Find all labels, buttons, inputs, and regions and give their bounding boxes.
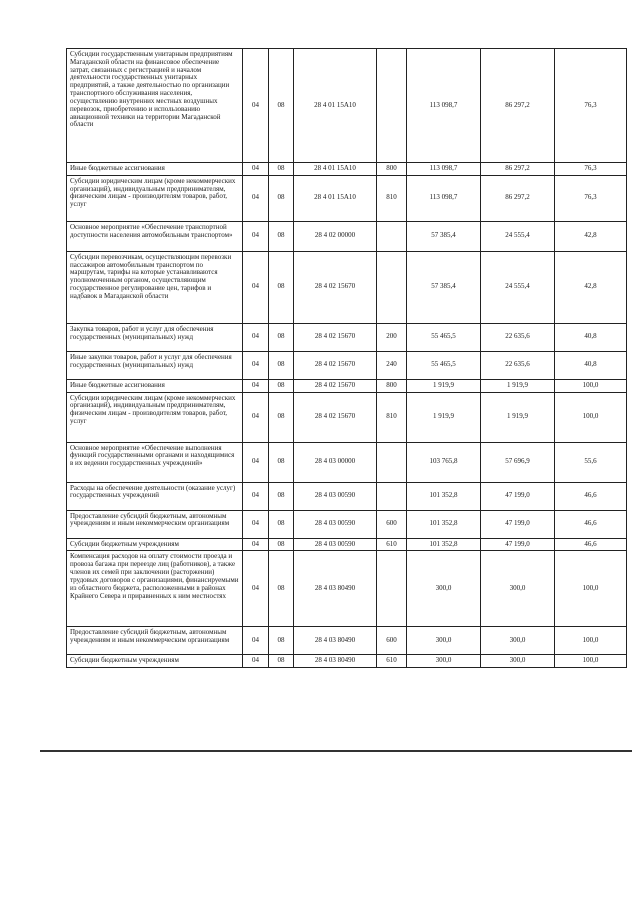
cell-vr: 810 [377, 175, 407, 221]
cell-name: Закупка товаров, работ и услуг для обеспечения государственных (муниципальных) нужд [67, 323, 243, 351]
cell-rz: 04 [243, 175, 269, 221]
cell-rz: 04 [243, 627, 269, 655]
cell-pr: 08 [269, 482, 294, 510]
cell-name: Компенсация расходов на оплату стоимости проезда и провоза багажа при переезде лиц (работников), а также членов их семей при заключении (расторжении) трудовых договоров с организациями, финансируемыми из областного бюджета, расположенными в районах Крайнего Севера и приравненных к ним местностях [67, 551, 243, 627]
cell-fact: 1 919,9 [481, 379, 555, 392]
cell-pct: 55,6 [555, 442, 627, 482]
cell-plan: 113 098,7 [407, 49, 481, 163]
cell-rz: 04 [243, 551, 269, 627]
cell-name: Иные бюджетные ассигнования [67, 163, 243, 176]
cell-vr [377, 442, 407, 482]
cell-pct: 100,0 [555, 379, 627, 392]
table-row [67, 323, 627, 351]
cell-fact: 86 297,2 [481, 49, 555, 163]
cell-csr: 28 4 02 00000 [294, 221, 377, 251]
cell-pr: 08 [269, 351, 294, 379]
cell-pr: 08 [269, 175, 294, 221]
cell-csr: 28 4 03 80490 [294, 551, 377, 627]
cell-fact: 22 635,6 [481, 323, 555, 351]
cell-plan: 300,0 [407, 551, 481, 627]
cell-csr: 28 4 03 00000 [294, 442, 377, 482]
cell-plan: 55 465,5 [407, 351, 481, 379]
cell-pct: 40,8 [555, 323, 627, 351]
cell-name: Основное мероприятие «Обеспечение выполнения функций государственными органами и находящимися в их ведении государственных учреждений» [67, 442, 243, 482]
cell-pct: 100,0 [555, 627, 627, 655]
cell-rz: 04 [243, 655, 269, 668]
page-bottom-rule [40, 750, 632, 752]
cell-rz: 04 [243, 510, 269, 538]
cell-pr: 08 [269, 379, 294, 392]
cell-pr: 08 [269, 163, 294, 176]
cell-rz: 04 [243, 221, 269, 251]
cell-pr: 08 [269, 251, 294, 323]
cell-csr: 28 4 03 00590 [294, 510, 377, 538]
cell-pct: 76,3 [555, 163, 627, 176]
cell-fact: 86 297,2 [481, 175, 555, 221]
cell-pr: 08 [269, 49, 294, 163]
cell-plan: 57 385,4 [407, 221, 481, 251]
cell-rz: 04 [243, 392, 269, 442]
cell-plan: 55 465,5 [407, 323, 481, 351]
cell-name: Расходы на обеспечение деятельности (оказание услуг) государственных учреждений [67, 482, 243, 510]
table-row [67, 379, 627, 392]
cell-pct: 46,6 [555, 510, 627, 538]
budget-execution-table [66, 48, 627, 668]
cell-csr: 28 4 02 15670 [294, 392, 377, 442]
cell-csr: 28 4 01 15А10 [294, 163, 377, 176]
table-row [67, 392, 627, 442]
cell-rz: 04 [243, 251, 269, 323]
cell-csr: 28 4 03 80490 [294, 627, 377, 655]
table-row [67, 351, 627, 379]
cell-name: Субсидии бюджетным учреждениям [67, 655, 243, 668]
cell-name: Субсидии бюджетным учреждениям [67, 538, 243, 551]
cell-rz: 04 [243, 163, 269, 176]
cell-pct: 100,0 [555, 551, 627, 627]
cell-pct: 100,0 [555, 655, 627, 668]
cell-plan: 1 919,9 [407, 392, 481, 442]
cell-fact: 300,0 [481, 627, 555, 655]
cell-plan: 300,0 [407, 627, 481, 655]
cell-pr: 08 [269, 551, 294, 627]
cell-plan: 113 098,7 [407, 175, 481, 221]
cell-plan: 113 098,7 [407, 163, 481, 176]
cell-name: Предоставление субсидий бюджетным, автономным учреждениям и иным некоммерческим организациям [67, 627, 243, 655]
cell-vr: 600 [377, 510, 407, 538]
cell-vr [377, 49, 407, 163]
cell-name: Субсидии юридическим лицам (кроме некоммерческих организаций), индивидуальным предпринимателям, физическим лицам - производителям товаров, работ, услуг [67, 175, 243, 221]
cell-rz: 04 [243, 538, 269, 551]
cell-rz: 04 [243, 379, 269, 392]
cell-fact: 24 555,4 [481, 251, 555, 323]
cell-pr: 08 [269, 510, 294, 538]
cell-plan: 57 385,4 [407, 251, 481, 323]
cell-name: Иные бюджетные ассигнования [67, 379, 243, 392]
cell-fact: 24 555,4 [481, 221, 555, 251]
cell-pr: 08 [269, 627, 294, 655]
cell-csr: 28 4 03 00590 [294, 482, 377, 510]
cell-name: Субсидии юридическим лицам (кроме некоммерческих организаций), индивидуальным предпринимателям, физическим лицам - производителям товаров, работ, услуг [67, 392, 243, 442]
cell-vr [377, 551, 407, 627]
cell-rz: 04 [243, 351, 269, 379]
table-row [67, 49, 627, 163]
cell-fact: 47 199,0 [481, 482, 555, 510]
table-row [67, 510, 627, 538]
cell-name: Субсидии перевозчикам, осуществляющим перевозки пассажиров автомобильным транспортом по маршрутам, тарифы на которые устанавливаются уполномоченным органом, осуществляющим государственное регулирование цен, тарифов и надбавок в Магаданской области [67, 251, 243, 323]
table-row [67, 221, 627, 251]
cell-csr: 28 4 03 00590 [294, 538, 377, 551]
cell-vr [377, 482, 407, 510]
cell-pct: 76,3 [555, 175, 627, 221]
cell-csr: 28 4 02 15670 [294, 379, 377, 392]
cell-vr: 800 [377, 163, 407, 176]
table-row [67, 442, 627, 482]
table-row [67, 163, 627, 176]
table-row [67, 175, 627, 221]
table-row [67, 482, 627, 510]
cell-pct: 42,8 [555, 251, 627, 323]
cell-plan: 101 352,8 [407, 538, 481, 551]
cell-plan: 300,0 [407, 655, 481, 668]
cell-vr: 240 [377, 351, 407, 379]
cell-pct: 46,6 [555, 482, 627, 510]
cell-rz: 04 [243, 442, 269, 482]
cell-vr [377, 251, 407, 323]
cell-fact: 300,0 [481, 655, 555, 668]
cell-fact: 1 919,9 [481, 392, 555, 442]
cell-name: Иные закупки товаров, работ и услуг для обеспечения государственных (муниципальных) нужд [67, 351, 243, 379]
cell-fact: 57 696,9 [481, 442, 555, 482]
cell-vr: 810 [377, 392, 407, 442]
cell-pct: 100,0 [555, 392, 627, 442]
cell-csr: 28 4 01 15А10 [294, 175, 377, 221]
cell-fact: 47 199,0 [481, 538, 555, 551]
cell-rz: 04 [243, 482, 269, 510]
cell-pr: 08 [269, 538, 294, 551]
cell-csr: 28 4 02 15670 [294, 351, 377, 379]
cell-fact: 86 297,2 [481, 163, 555, 176]
cell-csr: 28 4 01 15А10 [294, 49, 377, 163]
cell-vr: 610 [377, 655, 407, 668]
cell-vr [377, 221, 407, 251]
table-row [67, 551, 627, 627]
cell-pr: 08 [269, 221, 294, 251]
cell-csr: 28 4 02 15670 [294, 251, 377, 323]
table-row [67, 538, 627, 551]
cell-plan: 1 919,9 [407, 379, 481, 392]
cell-pct: 76,3 [555, 49, 627, 163]
cell-pct: 46,6 [555, 538, 627, 551]
cell-plan: 103 765,8 [407, 442, 481, 482]
cell-pr: 08 [269, 392, 294, 442]
table-row [67, 655, 627, 668]
cell-vr: 200 [377, 323, 407, 351]
cell-vr: 800 [377, 379, 407, 392]
cell-pr: 08 [269, 442, 294, 482]
cell-rz: 04 [243, 323, 269, 351]
cell-pr: 08 [269, 655, 294, 668]
cell-plan: 101 352,8 [407, 510, 481, 538]
cell-csr: 28 4 02 15670 [294, 323, 377, 351]
cell-rz: 04 [243, 49, 269, 163]
table-row [67, 251, 627, 323]
cell-pct: 40,8 [555, 351, 627, 379]
cell-vr: 610 [377, 538, 407, 551]
cell-fact: 300,0 [481, 551, 555, 627]
cell-vr: 600 [377, 627, 407, 655]
cell-plan: 101 352,8 [407, 482, 481, 510]
cell-pct: 42,8 [555, 221, 627, 251]
table-row [67, 627, 627, 655]
cell-pr: 08 [269, 323, 294, 351]
cell-name: Предоставление субсидий бюджетным, автономным учреждениям и иным некоммерческим организациям [67, 510, 243, 538]
cell-name: Основное мероприятие «Обеспечение транспортной доступности населения автомобильным транспортом» [67, 221, 243, 251]
cell-fact: 22 635,6 [481, 351, 555, 379]
cell-name: Субсидии государственным унитарным предприятиям Магаданской области на финансовое обеспечение затрат, связанных с регистрацией и началом деятельности государственных унитарных предприятий, а также деятельностью по организации транспортного обслуживания населения, осуществлению внутренних местных воздушных перевозок, приобретению и использованию авиационной техники на территории Магаданской области [67, 49, 243, 163]
cell-fact: 47 199,0 [481, 510, 555, 538]
cell-csr: 28 4 03 80490 [294, 655, 377, 668]
